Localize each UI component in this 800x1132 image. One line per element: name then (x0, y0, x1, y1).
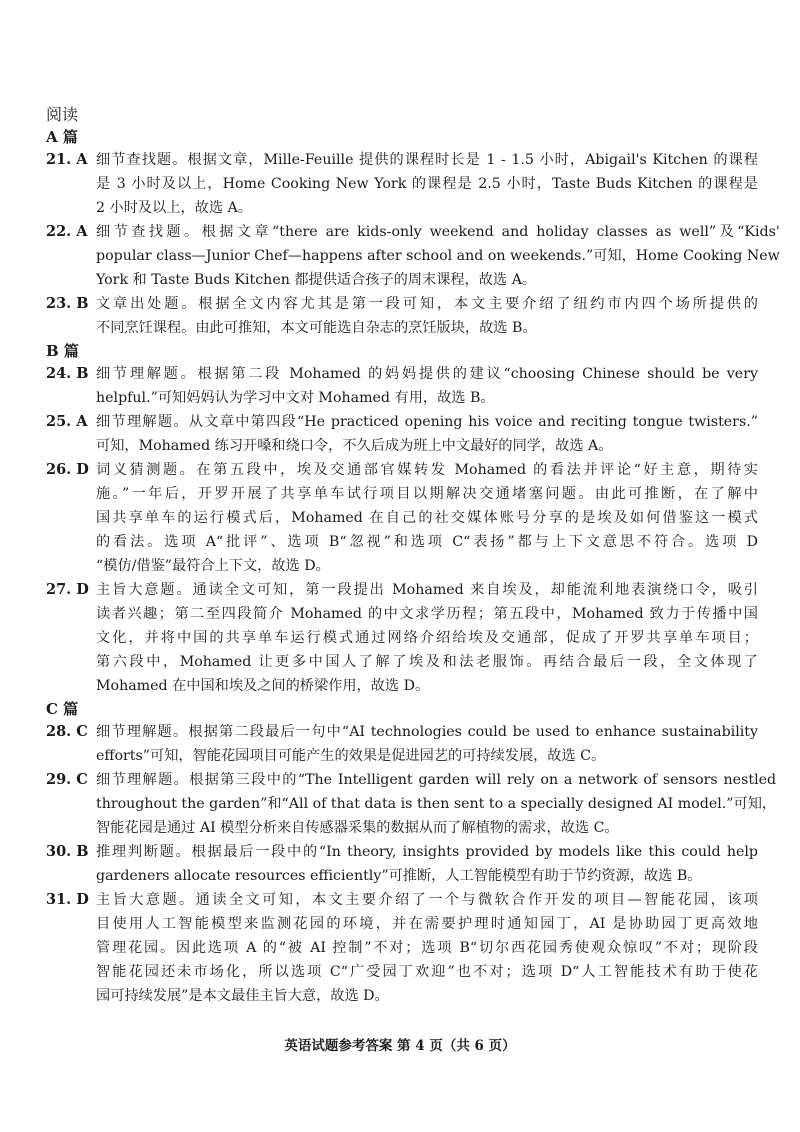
answer-number: 31. D (46, 891, 89, 908)
answer-number: 27. D (46, 581, 89, 598)
answer-item-31 (46, 888, 758, 1008)
answer-explanation (96, 220, 780, 292)
explanation-line: 管理花园。因此选项 A 的“被 AI 控制”不对；选项 B“切尔西花园秀使观众惊叹”不对；现阶段 (96, 940, 758, 956)
answer-explanation (96, 362, 758, 410)
explanation-line: York 和 Taste Buds Kitchen 都提供适合孩子的周末课程，故选 A。 (96, 272, 537, 288)
explanation-line: 细节理解题。根据第二段最后一句中“AI technologies could be used to enhance sustainability (96, 724, 758, 740)
answer-explanation (96, 410, 758, 458)
explanation-line: 国共享单车的运行模式后，Mohamed 在自己的社交媒体账号分享的是埃及如何借鉴这一模式 (96, 510, 758, 526)
answer-explanation (96, 888, 758, 1008)
answer-number: 22. A (46, 223, 88, 240)
answer-explanation (96, 458, 758, 578)
explanation-line: Mohamed 在中国和埃及之间的桥梁作用，故选 D。 (96, 678, 430, 694)
explanation-line: 施。”一年后，开罗开展了共享单车试行项目以期解决交通堵塞问题。由此可推断，在了解中 (96, 486, 758, 502)
explanation-line: 2 小时及以上，故选 A。 (96, 200, 252, 216)
answer-item-26 (46, 458, 758, 578)
explanation-line: 的看法。选项 A“批评”、选项 B“忽视”和选项 C“表扬”都与上下文意思不符合。选项 D (96, 534, 758, 550)
answer-content (46, 104, 780, 1008)
explanation-line: 主旨大意题。通读全文可知，本文主要介绍了一个与微软合作开发的项目—智能花园，该项 (96, 892, 758, 908)
answer-item-21 (46, 148, 758, 220)
section-b (46, 340, 758, 698)
explanation-line: 细节查找题。根据文章，Mille-Feuille 提供的课程时长是 1 - 1.5 小时，Abigail's Kitchen 的课程 (96, 152, 758, 168)
answer-item-23 (46, 292, 758, 340)
section-a (46, 126, 780, 340)
explanation-line: 细节理解题。从文章中第四段“He practiced opening his voice and reciting tongue twisters.” (96, 414, 758, 430)
answer-explanation (96, 720, 758, 768)
explanation-line: 可知，Mohamed 练习开嗓和绕口令，不久后成为班上中文最好的同学，故选 A。 (96, 438, 613, 454)
reading-heading: 阅读 (46, 105, 79, 124)
answer-explanation (96, 148, 758, 220)
section-a-title: A 篇 (46, 128, 78, 146)
answer-explanation (96, 768, 776, 840)
answer-item-25 (46, 410, 758, 458)
answer-number: 28. C (46, 723, 88, 740)
answer-number: 25. A (46, 413, 88, 430)
explanation-line: 不同烹饪课程。由此可推知，本文可能选自杂志的烹饪版块，故选 B。 (96, 320, 537, 336)
explanation-line: 第六段中，Mohamed 让更多中国人了解了埃及和法老服饰。再结合最后一段，全文体现了 (96, 654, 758, 670)
answer-number: 29. C (46, 771, 88, 788)
section-c (46, 698, 777, 1008)
answer-item-22 (46, 220, 780, 292)
explanation-line: 园可持续发展”是本文最佳主旨大意，故选 D。 (96, 988, 389, 1004)
explanation-line: helpful.”可知妈妈认为学习中文对 Mohamed 有用，故选 B。 (96, 390, 495, 406)
answer-explanation (96, 840, 758, 888)
answer-item-29 (46, 768, 777, 840)
explanation-line: 推理判断题。根据最后一段中的“In theory, insights provided by models like this could help (96, 844, 758, 860)
explanation-line: 主旨大意题。通读全文可知，第一段提出 Mohamed 来自埃及，却能流利地表演绕口令，吸引 (96, 582, 758, 598)
answer-explanation (96, 578, 758, 698)
explanation-line: “模仿/借鉴”最符合上下文，故选 D。 (96, 558, 330, 574)
explanation-line: 细节理解题。根据第三段中的“The Intelligent garden will rely on a network of sensors nestled (96, 772, 777, 788)
answer-item-28 (46, 720, 758, 768)
answer-item-24 (46, 362, 758, 410)
answer-number: 21. A (46, 151, 88, 168)
explanation-line: 智能花园还未市场化，所以选项 C“广受园丁欢迎”也不对；选项 D“人工智能技术有助于使花 (96, 964, 758, 980)
explanation-line: 目使用人工智能模型来监测花园的环境，并在需要护理时通知园丁，AI 是协助园丁更高效地 (96, 916, 758, 932)
explanation-line: 智能花园是通过 AI 模型分析来自传感器采集的数据从而了解植物的需求，故选 C。 (96, 820, 619, 836)
explanation-line: 细节理解题。根据第二段 Mohamed 的妈妈提供的建议“choosing Chinese should be very (96, 366, 758, 382)
answer-number: 23. B (46, 295, 89, 312)
explanation-line: popular class—Junior Chef—happens after school and on weekends.”可知，Home Cooking New (96, 248, 780, 264)
answer-item-27 (46, 578, 758, 698)
explanation-line: 文章出处题。根据全文内容尤其是第一段可知，本文主要介绍了纽约市内四个场所提供的 (96, 296, 758, 312)
explanation-line: throughout the garden”和“All of that data is then sent to a specially designed AI model.”可知， (96, 796, 777, 812)
explanation-line: 是 3 小时及以上，Home Cooking New York 的课程是 2.5 小时，Taste Buds Kitchen 的课程是 (96, 176, 758, 192)
explanation-line: 文化，并将中国的共享单车运行模式通过网络介绍给埃及交通部，促成了开罗共享单车项目； (96, 630, 758, 646)
explanation-line: gardeners allocate resources efficiently”可推断，人工智能模型有助于节约资源，故选 B。 (96, 868, 702, 884)
section-b-title: B 篇 (46, 342, 79, 360)
answer-item-30 (46, 840, 758, 888)
page-footer: 英语试题参考答案 第 4 页（共 6 页） (284, 1038, 516, 1054)
answer-number: 26. D (46, 461, 89, 478)
section-c-title: C 篇 (46, 700, 79, 718)
explanation-line: 读者兴趣；第二至四段简介 Mohamed 的中文求学历程；第五段中，Mohamed 致力于传播中国 (96, 606, 758, 622)
answer-number: 30. B (46, 843, 89, 860)
explanation-line: 词义猜测题。在第五段中，埃及交通部官媒转发 Mohamed 的看法并评论“好主意，期待实 (96, 462, 758, 478)
answer-explanation (96, 292, 758, 340)
explanation-line: 细节查找题。根据文章“there are kids-only weekend and holiday classes as well”及“Kids' (96, 224, 780, 240)
explanation-line: efforts”可知，智能花园项目可能产生的效果是促进园艺的可持续发展，故选 C。 (96, 748, 606, 764)
answer-number: 24. B (46, 365, 89, 382)
